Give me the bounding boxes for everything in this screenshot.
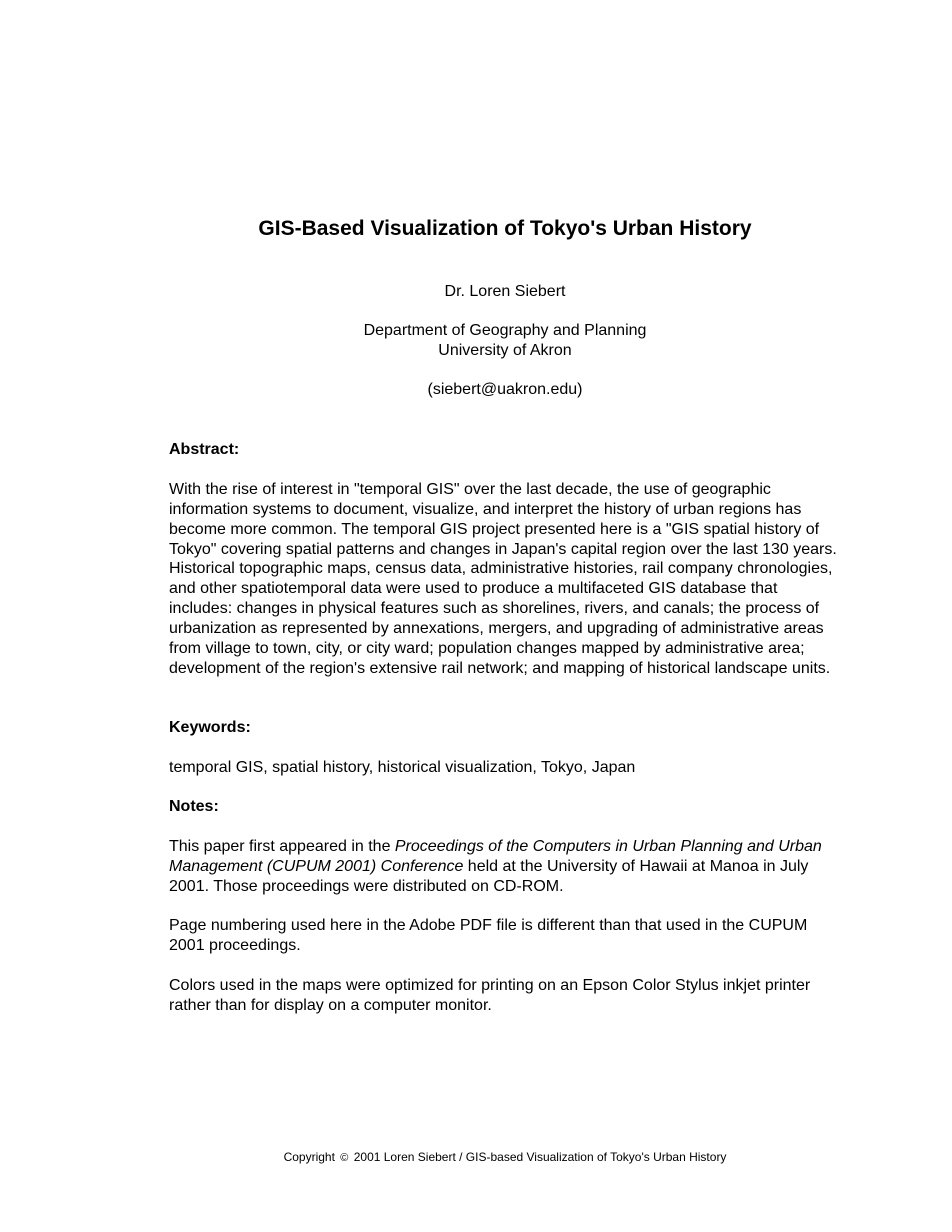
footer-suffix: 2001 Loren Siebert / GIS-based Visualization of Tokyo's Urban History: [353, 1150, 727, 1164]
notes-p1-proceedings-title: Proceedings of the Computers in Urban Planning and Urban Management (CUPUM 2001) Conference: [169, 838, 822, 875]
notes-paragraph-2: Page numbering used here in the Adobe PDF file is different than that used in the CUPUM 2001 proceedings.: [169, 917, 808, 954]
author-university: University of Akron: [438, 342, 572, 359]
copyright-footer: [0, 1149, 952, 1166]
abstract-text: With the rise of interest in "temporal GIS" over the last decade, the use of geographic information systems to document, visualize, and interpret the history of urban regions has become more common. The temporal GIS project presented here is a "GIS spatial history of Tokyo" covering spatial patterns and changes in Japan's capital region over the last 130 years. Historical topographic maps, census data, administrative histories, rail company chronologies, and other spatiotemporal data were used to produce a multifaceted GIS database that includes: changes in physical features such as shorelines, rivers, and canals; the process of urbanization as represented by annexations, mergers, and upgrading of administrative areas from village to town, city, or city ward; population changes mapped by administrative area; development of the region's extensive rail network; and mapping of historical landscape units.: [169, 481, 837, 677]
keywords-heading: Keywords:: [169, 719, 251, 736]
paper-title: GIS-Based Visualization of Tokyo's Urban History: [258, 217, 752, 240]
keywords-text: temporal GIS, spatial history, historical visualization, Tokyo, Japan: [169, 759, 636, 776]
author-name: Dr. Loren Siebert: [444, 283, 566, 300]
notes-p1-after: held at the University of Hawaii at Manoa in July 2001. Those proceedings were distributed on CD-ROM.: [169, 857, 809, 895]
notes-p1-before: This paper first appeared in the: [169, 838, 395, 855]
abstract-heading: Abstract:: [169, 441, 240, 458]
notes-paragraph-3: Colors used in the maps were optimized for printing on an Epson Color Stylus inkjet printer rather than for display on a computer monitor.: [169, 977, 811, 1014]
notes-heading: Notes:: [169, 798, 219, 815]
author-email: (siebert@uakron.edu): [427, 381, 583, 398]
copyright-icon: ©: [340, 1152, 349, 1164]
notes-paragraph-1: [169, 837, 839, 897]
footer-prefix: Copyright: [283, 1150, 335, 1164]
author-department: Department of Geography and Planning: [363, 322, 647, 339]
